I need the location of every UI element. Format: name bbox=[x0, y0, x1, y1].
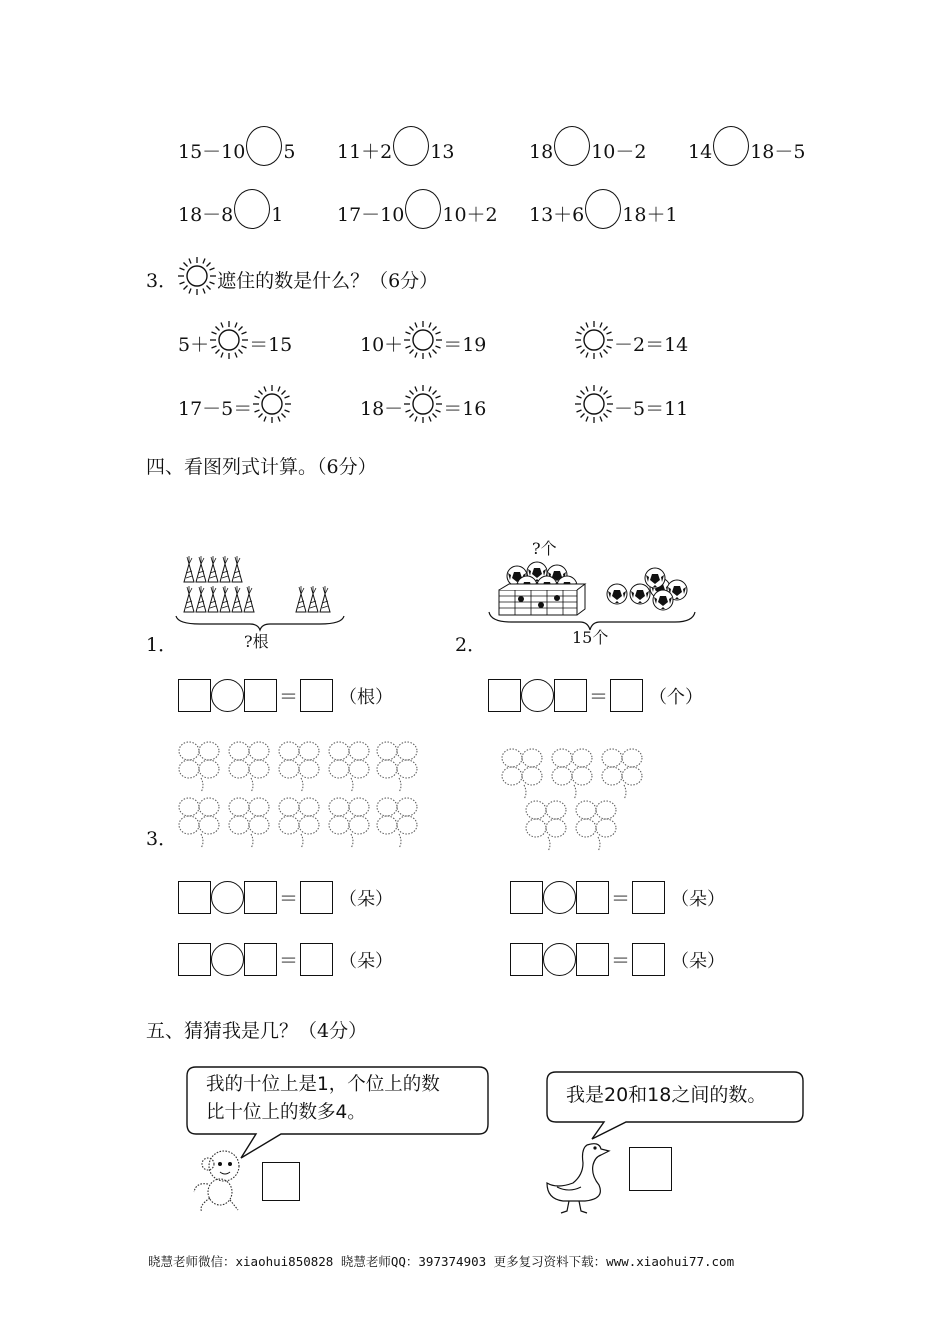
operator-circle[interactable] bbox=[211, 943, 244, 976]
q3-before: 18－ bbox=[360, 398, 404, 420]
compare-left: 18－8 bbox=[178, 204, 234, 226]
compare-right: 18－5 bbox=[750, 141, 806, 163]
sun-icon bbox=[177, 256, 217, 296]
equals-sign: ＝ bbox=[611, 888, 631, 910]
operator-circle[interactable] bbox=[543, 881, 576, 914]
bubble2-text: 我是20和18之间的数。 bbox=[566, 1084, 767, 1106]
q3-after: ＝16 bbox=[443, 398, 487, 420]
speech-bubble-2 bbox=[546, 1071, 806, 1141]
p3-equation-c bbox=[178, 943, 393, 976]
operator-circle[interactable] bbox=[521, 679, 554, 712]
carrots-illustration bbox=[170, 550, 360, 630]
answer-circle[interactable] bbox=[713, 126, 749, 166]
equals-sign: ＝ bbox=[279, 686, 299, 708]
answer-box[interactable] bbox=[244, 943, 277, 976]
compare-item-1-2 bbox=[337, 140, 454, 166]
compare-right: 18＋1 bbox=[622, 204, 678, 226]
compare-right: 10＋2 bbox=[442, 204, 498, 226]
compare-left: 15－10 bbox=[178, 141, 246, 163]
answer-box[interactable] bbox=[554, 679, 587, 712]
q3-before: 5＋ bbox=[178, 334, 210, 356]
q3-number: 3． bbox=[146, 270, 178, 292]
unit-label: （个） bbox=[649, 686, 704, 708]
answer-circle[interactable] bbox=[405, 189, 441, 229]
answer-box-goose[interactable] bbox=[629, 1147, 672, 1191]
equals-sign: ＝ bbox=[279, 888, 299, 910]
answer-circle[interactable] bbox=[234, 189, 270, 229]
sun-icon[interactable] bbox=[574, 320, 614, 360]
p2-equation bbox=[488, 679, 703, 712]
flowers-right-illustration bbox=[498, 745, 648, 850]
answer-box[interactable] bbox=[510, 881, 543, 914]
bubble1-line2: 比十位上的数多4。 bbox=[206, 1102, 366, 1123]
answer-circle[interactable] bbox=[246, 126, 282, 166]
compare-left: 17－10 bbox=[337, 204, 405, 226]
q3-before: 10＋ bbox=[360, 334, 404, 356]
answer-box[interactable] bbox=[510, 943, 543, 976]
flowers-left-illustration bbox=[175, 738, 425, 848]
q3-title-text: 遮住的数是什么？（6分） bbox=[217, 270, 439, 292]
compare-item-1-1 bbox=[178, 140, 295, 166]
p3-equation-a bbox=[178, 881, 393, 914]
p3-equation-d bbox=[510, 943, 725, 976]
answer-box[interactable] bbox=[632, 943, 665, 976]
operator-circle[interactable] bbox=[211, 679, 244, 712]
q3-item-1-3 bbox=[574, 332, 688, 360]
q3-item-1-2 bbox=[360, 332, 486, 360]
compare-item-2-2 bbox=[337, 203, 498, 229]
compare-left: 11＋2 bbox=[337, 141, 393, 163]
equals-sign: ＝ bbox=[589, 686, 609, 708]
monkey-illustration bbox=[190, 1148, 250, 1214]
footer-contact: 晓慧老师微信：xiaohui850828 晓慧老师QQ：397374903 更多复习资料下载：www.xiaohui77.com bbox=[148, 1254, 735, 1269]
answer-box[interactable] bbox=[610, 679, 643, 712]
compare-item-1-3 bbox=[529, 140, 646, 166]
answer-box[interactable] bbox=[178, 943, 211, 976]
compare-right: 1 bbox=[271, 204, 284, 226]
answer-box[interactable] bbox=[244, 881, 277, 914]
answer-box-monkey[interactable] bbox=[262, 1162, 300, 1201]
answer-box[interactable] bbox=[300, 881, 333, 914]
p2-number: 2． bbox=[455, 634, 487, 656]
answer-box[interactable] bbox=[576, 881, 609, 914]
unit-label: （朵） bbox=[339, 888, 394, 910]
p1-brace-label: ?根 bbox=[244, 632, 269, 651]
operator-circle[interactable] bbox=[211, 881, 244, 914]
compare-left: 18 bbox=[529, 141, 554, 163]
p3-number: 3． bbox=[146, 828, 178, 850]
bubble1-line1: 我的十位上是1，个位上的数 bbox=[206, 1074, 440, 1095]
q3-before: 17－5＝ bbox=[178, 398, 253, 420]
q3-title bbox=[146, 268, 438, 296]
p2-top-label: ?个 bbox=[532, 539, 557, 558]
compare-left: 13＋6 bbox=[529, 204, 585, 226]
p1-equation bbox=[178, 679, 393, 712]
q3-after: ＝19 bbox=[443, 334, 487, 356]
unit-label: （朵） bbox=[339, 950, 394, 972]
compare-item-2-1 bbox=[178, 203, 283, 229]
p1-number: 1． bbox=[146, 634, 178, 656]
equals-sign: ＝ bbox=[611, 950, 631, 972]
section5-title: 五、猜猜我是几？（4分） bbox=[146, 1020, 368, 1042]
compare-item-1-4 bbox=[688, 140, 805, 166]
answer-box[interactable] bbox=[178, 679, 211, 712]
compare-left: 14 bbox=[688, 141, 713, 163]
answer-box[interactable] bbox=[178, 881, 211, 914]
compare-item-2-3 bbox=[529, 203, 678, 229]
unit-label: （朵） bbox=[671, 888, 726, 910]
q3-after: ＝15 bbox=[249, 334, 293, 356]
balls-basket-illustration bbox=[485, 560, 700, 630]
answer-box[interactable] bbox=[632, 881, 665, 914]
compare-right: 10－2 bbox=[591, 141, 647, 163]
sun-icon[interactable] bbox=[209, 320, 249, 360]
unit-label: （根） bbox=[339, 686, 394, 708]
sun-icon[interactable] bbox=[574, 384, 614, 424]
answer-box[interactable] bbox=[300, 679, 333, 712]
operator-circle[interactable] bbox=[543, 943, 576, 976]
answer-box[interactable] bbox=[300, 943, 333, 976]
sun-icon[interactable] bbox=[252, 384, 292, 424]
section4-title: 四、看图列式计算。（6分） bbox=[146, 456, 377, 478]
q3-item-1-1 bbox=[178, 332, 292, 360]
q3-after: －2＝14 bbox=[614, 334, 689, 356]
answer-box[interactable] bbox=[576, 943, 609, 976]
answer-circle[interactable] bbox=[393, 126, 429, 166]
answer-circle[interactable] bbox=[554, 126, 590, 166]
sun-icon[interactable] bbox=[403, 384, 443, 424]
answer-box[interactable] bbox=[488, 679, 521, 712]
unit-label: （朵） bbox=[671, 950, 726, 972]
goose-illustration bbox=[543, 1135, 613, 1215]
q3-item-2-2 bbox=[360, 396, 486, 424]
p3-equation-b bbox=[510, 881, 725, 914]
compare-right: 5 bbox=[283, 141, 296, 163]
q3-after: －5＝11 bbox=[614, 398, 689, 420]
answer-circle[interactable] bbox=[585, 189, 621, 229]
p2-brace-label: 15个 bbox=[572, 628, 609, 647]
q3-item-2-1 bbox=[178, 396, 292, 424]
sun-icon[interactable] bbox=[403, 320, 443, 360]
equals-sign: ＝ bbox=[279, 950, 299, 972]
compare-right: 13 bbox=[430, 141, 455, 163]
q3-item-2-3 bbox=[574, 396, 688, 424]
answer-box[interactable] bbox=[244, 679, 277, 712]
